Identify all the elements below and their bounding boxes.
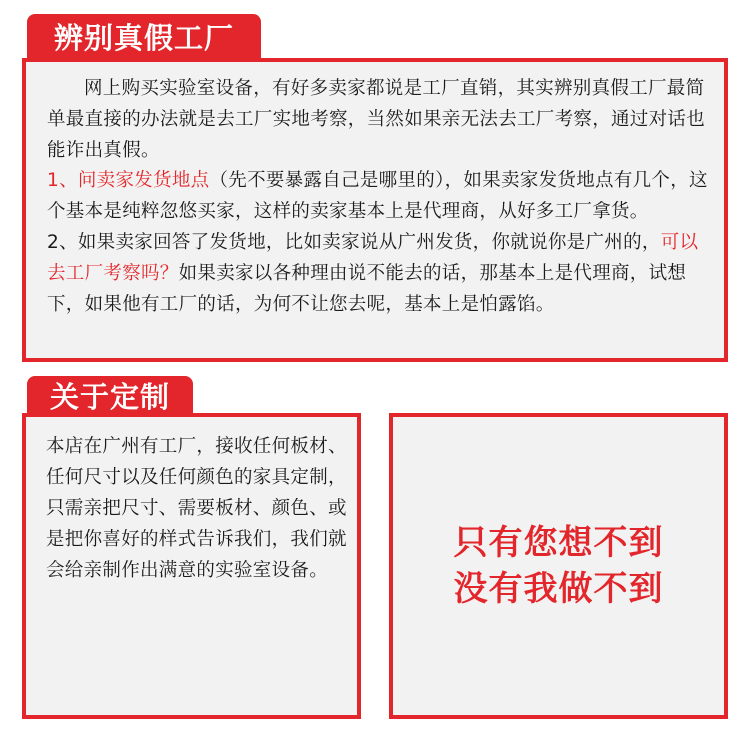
tip-two-text: 如果卖家以各种理由说不能去的话，那基本上是代理商，试想下，如果他有工厂的话，为何不让您去呢，基本上是怕露馅。	[47, 262, 687, 315]
section-title-identify-factory: 辨别真假工厂	[27, 14, 261, 58]
slogan-line-2: 没有我做不到	[453, 569, 664, 609]
slogan-line-1: 只有您想不到	[453, 523, 664, 563]
tip-two	[47, 228, 712, 320]
tip-one-highlight: 1、问卖家发货地点	[47, 170, 210, 192]
identify-factory-panel	[22, 58, 728, 362]
tip-two-start: 2、如果卖家回答了发货地，比如卖家说从广州发货，你就说你是广州的，	[47, 231, 661, 253]
customization-text: 本店在广州有工厂，接收任何板材、任何尺寸以及任何颜色的家具定制，只需亲把尺寸、需要板材、颜色、或是把你喜好的样式告诉我们，我们就会给亲制作出满意的实验室设备。	[46, 436, 347, 581]
section-title-customization: 关于定制	[27, 376, 193, 414]
intro-paragraph: 网上购买实验室设备，有好多卖家都说是工厂直销，其实辨别真假工厂最简单最直接的办法就是去工厂实地考察，当然如果亲无法去工厂考察，通过对话也能诈出真假。	[47, 78, 706, 161]
slogan-panel	[389, 413, 728, 719]
customization-panel	[22, 413, 361, 719]
tip-two-highlight: 可以去工厂考察吗？	[47, 231, 699, 284]
tip-one-text: （先不要暴露自己是哪里的），如果卖家发货地点有几个，这个基本是纯粹忽悠买家，这样的卖家基本上是代理商，从好多工厂拿货。	[47, 170, 708, 223]
tip-one	[47, 166, 712, 228]
